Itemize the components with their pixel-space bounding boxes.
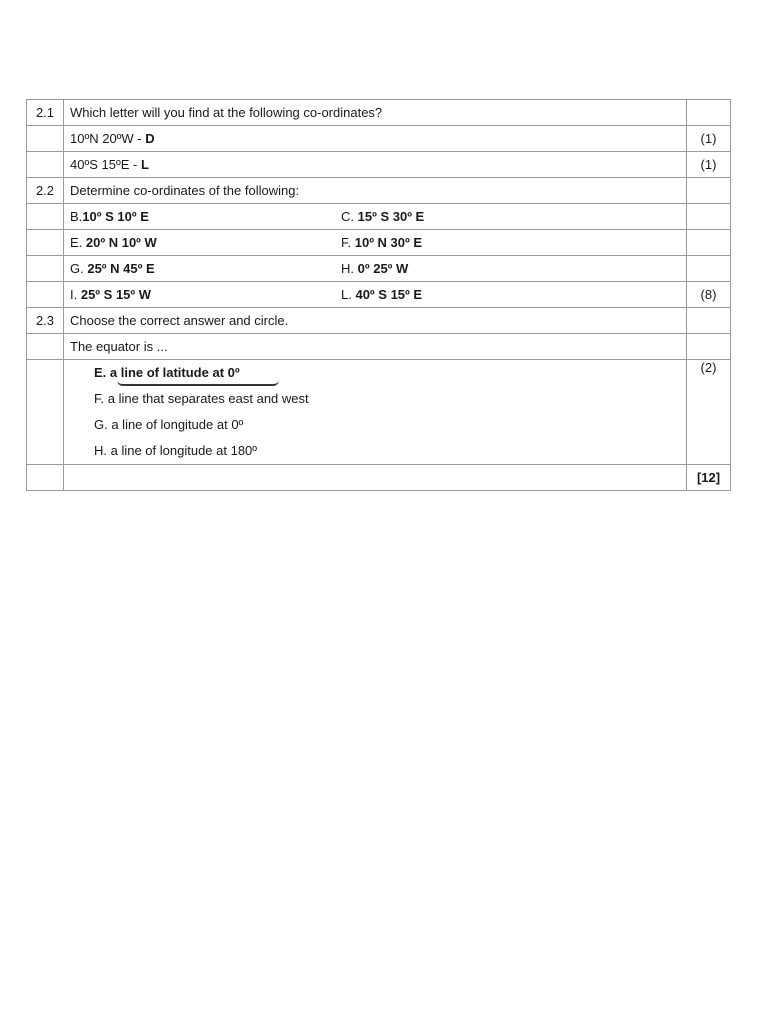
- answer-letter: D: [145, 131, 155, 146]
- letter-label: G.: [70, 261, 88, 276]
- coordinate-answer: 20º N 10º W: [85, 235, 157, 250]
- coordinate-answer: 0º 25º W: [357, 261, 409, 276]
- option-correct: [70, 360, 680, 386]
- answer-line: [64, 152, 687, 178]
- coordinate-answer: 10º S 10º E: [82, 209, 149, 224]
- letter-label: B.: [70, 209, 83, 224]
- coordinate-answer: 10º N 30º E: [354, 235, 423, 250]
- mark-cell: [687, 230, 731, 256]
- letter-label: H.: [341, 261, 358, 276]
- mark-cell: (1): [687, 126, 731, 152]
- option: F. a line that separates east and west: [94, 391, 309, 406]
- table-row: [27, 465, 731, 491]
- memo-table: [26, 99, 731, 491]
- table-row: [27, 126, 731, 152]
- question-text: Determine co-ordinates of the following:: [64, 178, 687, 204]
- mark-cell: (1): [687, 152, 731, 178]
- blank-cell: [64, 465, 687, 491]
- question-text: Choose the correct answer and circle.: [64, 308, 687, 334]
- mark-cell: [687, 256, 731, 282]
- coordinate-answer: 25º S 15º W: [80, 287, 152, 302]
- coordinate-text: 10ºN 20ºW -: [70, 131, 146, 146]
- letter-label: E.: [70, 235, 86, 250]
- table-row: [27, 178, 731, 204]
- question-text: Which letter will you find at the following co-ordinates?: [64, 100, 687, 126]
- table-row: [27, 100, 731, 126]
- letter-label: I.: [70, 287, 81, 302]
- option-text: E. a line of latitude at 0º: [94, 365, 240, 380]
- letter-label: L.: [341, 287, 356, 302]
- mark-cell: [687, 334, 731, 360]
- question-number: 2.2: [27, 178, 64, 204]
- mark-cell: (2): [687, 360, 731, 465]
- answer-pair: [64, 282, 687, 308]
- option: G. a line of longitude at 0º: [94, 417, 244, 432]
- blank-cell: [27, 360, 64, 465]
- blank-cell: [27, 465, 64, 491]
- blank-cell: [27, 334, 64, 360]
- blank-cell: [27, 256, 64, 282]
- table-row: [27, 204, 731, 230]
- table-row: [27, 334, 731, 360]
- letter-label: C.: [341, 209, 358, 224]
- mark-cell: [687, 100, 731, 126]
- question-number: 2.1: [27, 100, 64, 126]
- table-row: [27, 308, 731, 334]
- answer-pair: [64, 204, 687, 230]
- mark-cell: [687, 308, 731, 334]
- table-row: [27, 256, 731, 282]
- answer-letter: L: [140, 157, 149, 172]
- question-stem: The equator is ...: [64, 334, 687, 360]
- coordinate-answer: 25º N 45º E: [87, 261, 155, 276]
- answer-pair: [64, 256, 687, 282]
- option: H. a line of longitude at 180º: [94, 443, 258, 458]
- answer-pair: [64, 230, 687, 256]
- mark-cell: [687, 204, 731, 230]
- table-row: [27, 360, 731, 465]
- circle-mark: [117, 380, 279, 386]
- coordinate-text: 40ºS 15ºE -: [70, 157, 141, 172]
- blank-cell: [27, 204, 64, 230]
- options-cell: [64, 360, 687, 465]
- table-row: [27, 152, 731, 178]
- coordinate-answer: 40º S 15º E: [355, 287, 423, 302]
- coordinate-answer: 15º S 30º E: [357, 209, 425, 224]
- blank-cell: [27, 152, 64, 178]
- mark-cell: [687, 178, 731, 204]
- total-mark: [12]: [687, 465, 731, 491]
- mark-cell: (8): [687, 282, 731, 308]
- blank-cell: [27, 126, 64, 152]
- table-row: [27, 282, 731, 308]
- answer-line: [64, 126, 687, 152]
- question-number: 2.3: [27, 308, 64, 334]
- blank-cell: [27, 230, 64, 256]
- table-row: [27, 230, 731, 256]
- blank-cell: [27, 282, 64, 308]
- letter-label: F.: [341, 235, 355, 250]
